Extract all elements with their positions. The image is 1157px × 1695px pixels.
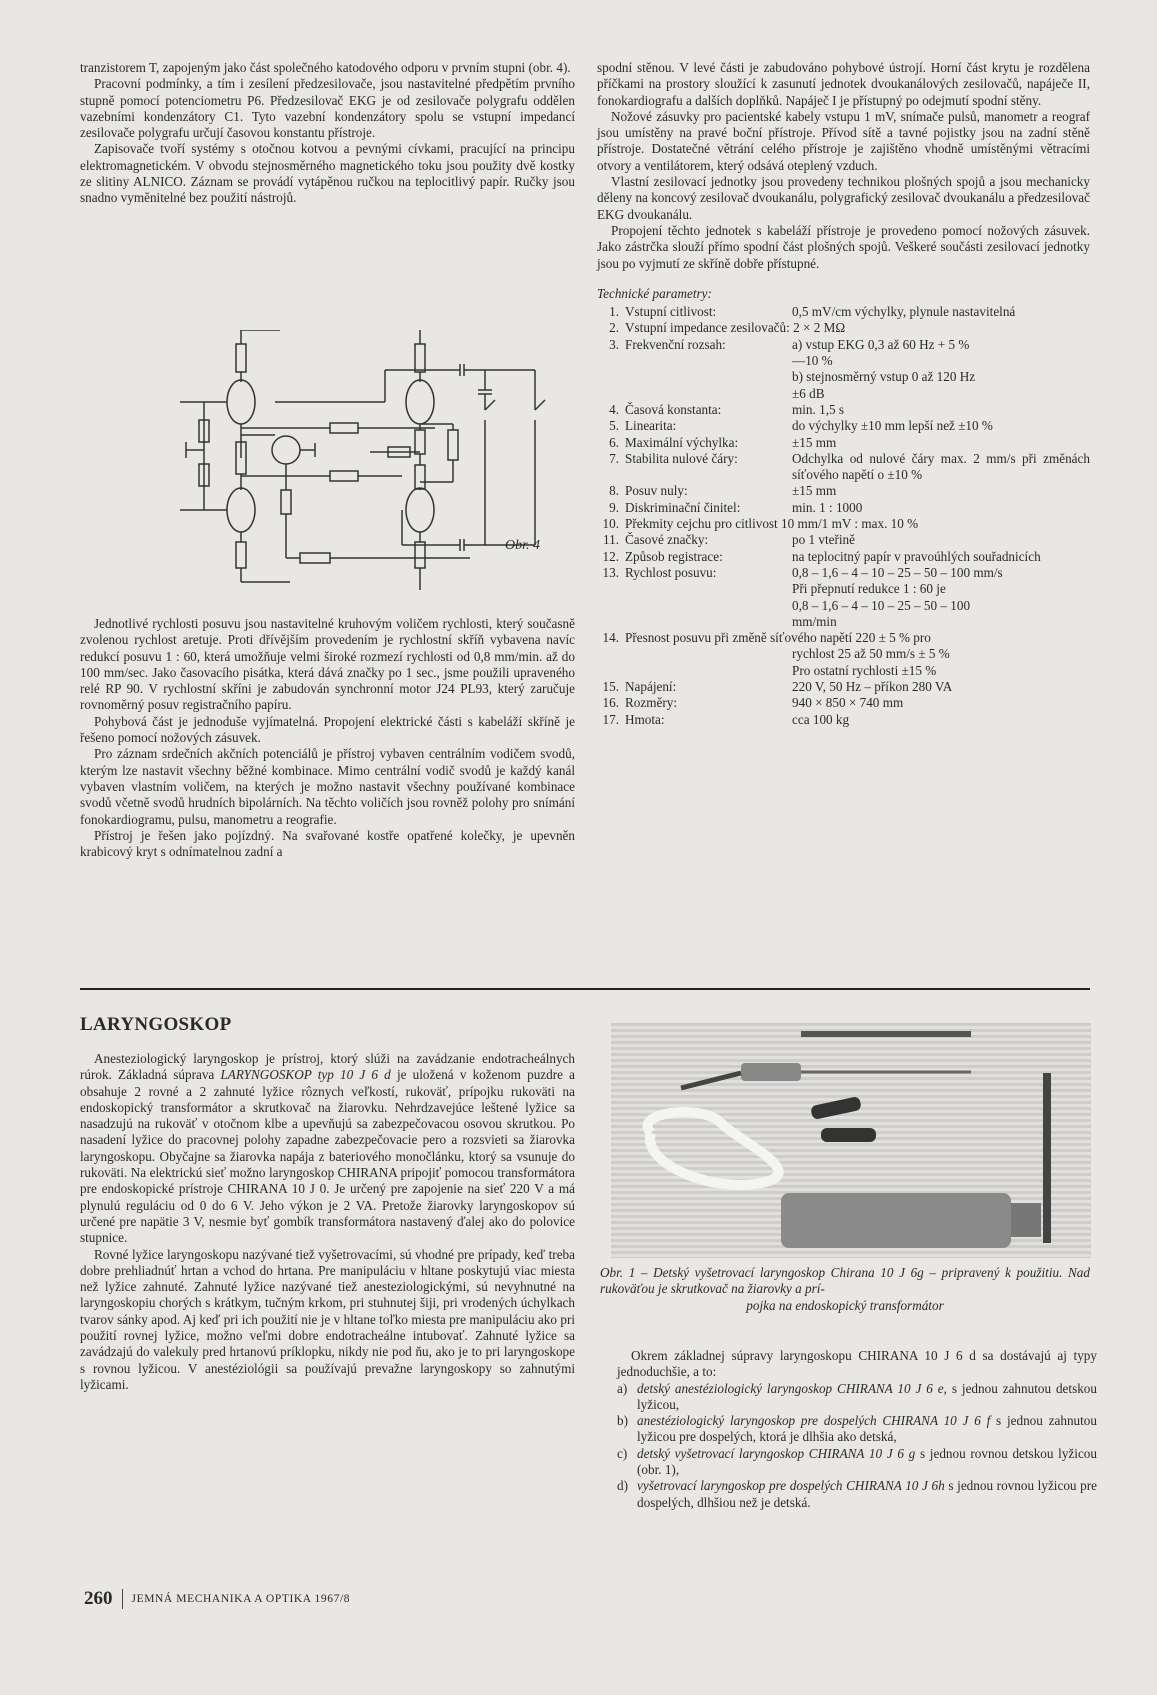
param-row bbox=[597, 712, 1090, 728]
list-item: a) detský anestéziologický laryngoskop CHIRANA 10 J 6 e, s jednou zahnutou detskou lyžicou, bbox=[617, 1380, 1097, 1412]
param-row bbox=[597, 320, 1090, 336]
param-value: Odchylka od nulové čáry max. 2 mm/s při změnách síťového napětí o ±10 % bbox=[792, 450, 1090, 483]
param-number: 5. bbox=[609, 418, 619, 434]
param-value: min. 1 : 1000 bbox=[792, 499, 863, 515]
paragraph: Propojení těchto jednotek s kabeláží přístroje je provedeno pomocí nožových zásuvek. Jako zástrčka slouží přímo spodní část plošných spojů. Veškeré součásti zesilovací jednotky jsou po vyjmutí ze skříně dobře přístupné. bbox=[597, 222, 1090, 271]
param-value: ±15 mm bbox=[792, 434, 837, 450]
param-row bbox=[597, 483, 1090, 499]
param-key: Vstupní citlivost: bbox=[625, 304, 717, 320]
cable-icon bbox=[647, 1112, 778, 1185]
paragraph: Nožové zásuvky pro pacientské kabely vstupu 1 mV, snímače pulsů, manometr a reograf jsou umístěny na pravé boční přístroje. Přívod sítě a tavné pojistky jsou na zadní stěně přístroje. Dostatečné větrání celého přístroje je zajištěno vhodně umístěnými větracími otvory a ventilátorem, který odsává oteplený vzduch. bbox=[597, 108, 1090, 173]
resistor-icon bbox=[415, 344, 425, 372]
left-column-middle bbox=[80, 616, 575, 860]
param-number: 7. bbox=[609, 450, 619, 466]
transistor-icon bbox=[272, 436, 300, 464]
param-key: Napájení: bbox=[625, 678, 677, 694]
right-column-bottom bbox=[617, 1348, 1097, 1511]
param-number: 17. bbox=[602, 711, 619, 727]
switch-icon bbox=[485, 400, 495, 410]
paragraph: Rovné lyžice laryngoskopu nazývané tiež vyšetrovacími, sú vhodné pre prípady, keď treba dobre prehliadnúť hrtan a vchod do hrtana. Pre manipuláciu v hltane poskytujú viac miesta než lyžice zahnuté. Zahnuté lyžice nazývané tiež anesteziologickými, sú nevyhnutné na laryngoskopiu chorých s krátkym, tučným krkom, pri stuhnutej šiji, pri vrodených úchylkach tvarov sánky apod. Aj keď pri ich použití nie je v hltane toľko miesta pre manipuláciu ako pri použití rovnej lyžice, možno veľmi dobre endotracheálne intubovať. Zahnuté lyžice sa zavádzajú do valekuly pred hrtanovú príklopku, nikdy nie pod ňu, ako je to pri laryngoskope s rovnou lyžicou. V anestéziológii sa používajú prevažne laryngoskopy so zahnutými lyžicami. bbox=[80, 1246, 575, 1392]
params-title: Technické parametry: bbox=[597, 285, 712, 301]
laryngoscope-type-list bbox=[617, 1381, 1097, 1511]
param-number: 12. bbox=[602, 548, 619, 564]
param-number: 15. bbox=[602, 678, 619, 694]
list-item: d) vyšetrovací laryngoskop pre dospelých CHIRANA 10 J 6h s jednou rovnou lyžicou pre dospelých, dlhšiou než je detská. bbox=[617, 1478, 1097, 1510]
param-number: 10. bbox=[602, 516, 619, 532]
handle-icon bbox=[781, 1193, 1011, 1248]
paragraph: Pohybová část je jednoduše vyjímatelná. Propojení elektrické části s kabeláží skříně je řešeno pomocí nožových zásuvek. bbox=[80, 713, 575, 746]
param-row bbox=[597, 679, 1090, 695]
param-row bbox=[597, 532, 1090, 548]
param-row bbox=[597, 402, 1090, 418]
journal-name: JEMNÁ MECHANIKA A OPTIKA 1967/8 bbox=[131, 1593, 351, 1605]
param-number: 4. bbox=[609, 401, 619, 417]
vacuum-tube-icon bbox=[227, 488, 255, 532]
page-number: 260 bbox=[84, 1588, 113, 1609]
param-number: 8. bbox=[609, 483, 619, 499]
paragraph: Pro záznam srdečních akčních potenciálů je přístroj vybaven centrálním vodičem svodů, kterým lze nastavit všechny běžné kombinace. Mimo centrální vodič svodů je každý kanál vybaven vlastním voličem, na kterých je možno nastavit všechny používané kombinace svodů včetně svodů hrudních bipolárních. Na těchto voličích jsou rovněž polohy pro snímání fonokardiogramu, pulsu, manometru a reografie. bbox=[80, 746, 575, 827]
paragraph: Zapisovače tvoří systémy s otočnou kotvou a pevnými cívkami, pracující na principu elektromagnetickém. V obvodu stejnosměrného magnetického toku jsou použity dvě kostky ze slitiny ALNICO. Záznam se provádí vytápěnou ručkou na teplocitlivý papír. Ručky jsou snadno vyměnitelné bez použití nástrojů. bbox=[80, 141, 575, 206]
param-row bbox=[597, 695, 1090, 711]
param-value: 0,8 – 1,6 – 4 – 10 – 25 – 50 – 100 mm/s Při přepnutí redukce 1 : 60 je 0,8 – 1,6 – 4 – 10 – 25 – 50 – 100 mm/min bbox=[792, 564, 1003, 629]
right-column-top bbox=[597, 60, 1090, 728]
list-item: c) detský vyšetrovací laryngoskop CHIRANA 10 J 6 g s jednou rovnou detskou lyžicou (obr. 1), bbox=[617, 1445, 1097, 1478]
param-value: 940 × 850 × 740 mm bbox=[792, 695, 904, 711]
resistor-icon bbox=[281, 490, 291, 514]
paragraph: spodní stěnou. V levé části je zabudováno pohybové ústrojí. Horní část krytu je rozdělena příčkami na prostory sloužící k zasunutí jednotek dvoukanálových zesilovačů, napáječe II, fonokardiografu a dalších doplňků. Napáječ I je přístupný po odejmutí spodní stěny. bbox=[597, 60, 1090, 108]
param-row bbox=[597, 516, 1090, 532]
param-number: 16. bbox=[602, 695, 619, 711]
plug-icon bbox=[810, 1096, 862, 1120]
param-value: na teplocitný papír v pravoúhlých souřadnicích bbox=[792, 548, 1041, 564]
section-title: LARYNGOSKOP bbox=[80, 1014, 232, 1035]
param-value: a) vstup EKG 0,3 až 60 Hz + 5 % —10 % b) stejnosměrný vstup 0 až 120 Hz ±6 dB bbox=[792, 336, 976, 401]
resistor-icon bbox=[415, 542, 425, 568]
param-key: Vstupní impedance zesilovačů: 2 × 2 MΩ bbox=[625, 320, 846, 336]
list-item: b) anestéziologický laryngoskop pre dospelých CHIRANA 10 J 6 f s jednou zahnutou lyžicou pre dospelých, ktorá je dlhšia ako detská, bbox=[617, 1413, 1097, 1445]
figure-label: Obr. 4 bbox=[505, 538, 541, 553]
param-row bbox=[597, 337, 1090, 402]
paragraph: Okrem základnej súpravy laryngoskopu CHIRANA 10 J 6 d sa dostávajú aj typy jednoduchšie, a to: bbox=[617, 1348, 1097, 1380]
circuit-diagram-figure-4 bbox=[180, 330, 560, 590]
param-key: Přesnost posuvu při změně síťového napětí 220 ± 5 % pro rychlost 25 až 50 mm/s ± 5 % Pro ostatní rychlosti ±15 % bbox=[625, 630, 950, 678]
technical-parameters-table bbox=[597, 304, 1090, 728]
switch-icon bbox=[535, 400, 545, 410]
resistor-icon bbox=[236, 542, 246, 568]
param-row bbox=[597, 435, 1090, 451]
param-key: Rozměry: bbox=[625, 695, 678, 711]
section-divider bbox=[80, 988, 1090, 990]
param-number: 13. bbox=[602, 564, 619, 580]
param-value: min. 1,5 s bbox=[792, 401, 845, 417]
param-key: Diskriminační činitel: bbox=[625, 499, 741, 515]
param-key: Časová konstanta: bbox=[625, 401, 722, 417]
param-number: 3. bbox=[609, 336, 619, 352]
param-key: Rychlost posuvu: bbox=[625, 564, 717, 580]
potentiometer-p6-icon bbox=[300, 553, 330, 563]
param-key: Způsob registrace: bbox=[625, 548, 723, 564]
param-row bbox=[597, 565, 1090, 630]
param-key: Maximální výchylka: bbox=[625, 434, 739, 450]
paragraph: Anesteziologický laryngoskop je prístroj, ktorý slúži na zavádzanie endotracheálnych rúrok. Základná súprava LARYNGOSKOP typ 10 J 6 d je uložená v koženom puzdre a obsahuje 2 rovné a 2 zahnuté lyžice rôznych veľkostí, rukoväť, prípojku rukoväti na endoskopický transformátor a skrutkovač na žiarovku. Nehrdzavejúce leštené lyžice sa nasadzujú na rukoväť v otočnom klbe a upevňujú sa zabezpečovacou osovou skrutkou. Po nasadení lyžice do pracovnej polohy zapadne zabezpečovacie pero a rozsvieti sa žiarovka laryngoskopu. Obyčajne sa žiarovka napája z bateriového monočlánku, ktorý sa vsunuje do rukoväti. Na elektrickú sieť možno laryngoskop CHIRANA pripojiť pomocou transformátora pre endoskopické prístroje CHIRANA 10 J 0. Je určený pre zapojenie na sieť 220 V a má plynulú reguláciu od 0 do 6 V. Jeho výkon je 2 VA. Pretože žiarovky laryngoskopov sú určené pre napätie 3 V, nesmie byť gombík transformátora nastavený ďalej ako do polovice stupnice. bbox=[80, 1051, 575, 1246]
vacuum-tube-icon bbox=[406, 380, 434, 424]
param-row bbox=[597, 451, 1090, 484]
param-row bbox=[597, 418, 1090, 434]
potentiometer-p4-icon bbox=[448, 430, 458, 460]
param-row bbox=[597, 304, 1090, 320]
photo-caption: Obr. 1 – Detský vyšetrovací laryngoskop Chirana 10 J 6g – pripravený k použitiu. Nad rukoväťou je skrutkovač na žiarovky a prí- pojka na endoskopický transformátor bbox=[600, 1265, 1090, 1313]
blade-icon bbox=[1043, 1073, 1051, 1243]
param-value: ±15 mm bbox=[792, 483, 837, 499]
param-key: Stabilita nulové čáry: bbox=[625, 450, 738, 466]
resistor-icon bbox=[415, 465, 425, 489]
param-row bbox=[597, 500, 1090, 516]
param-number: 1. bbox=[609, 304, 619, 320]
left-column-bottom bbox=[80, 1051, 575, 1393]
paragraph: Jednotlivé rychlosti posuvu jsou nastavitelné kruhovým voličem rychlosti, který současně zvolenou rychlost aretuje. Proti dřívějším provedením je rychlostní skříň vybavena navíc redukcí posuvu 1 : 60, která umožňuje velmi široké rozmezí rychlosti od 0,8 mm/min. až do 100 mm/sec. Jako časovacího pisátka, která dává značky po 1 sec., jsme použili upraveného relé RP 90. V rychlostní skříni je zabudován synchronní motor J24 PL93, který zaručuje rovnoměrný posuv registračního papíru. bbox=[80, 616, 575, 713]
param-key: Hmota: bbox=[625, 711, 665, 727]
vacuum-tube-icon bbox=[227, 380, 255, 424]
screwdriver-icon bbox=[801, 1031, 971, 1037]
param-value: 0,5 mV/cm výchylky, plynule nastavitelná bbox=[792, 304, 1016, 320]
param-key: Frekvenční rozsah: bbox=[625, 336, 726, 352]
param-value: do výchylky ±10 mm lepší než ±10 % bbox=[792, 418, 993, 434]
param-number: 6. bbox=[609, 434, 619, 450]
paragraph: tranzistorem T, zapojeným jako část společného katodového odporu v prvním stupni (obr. 4). bbox=[80, 60, 571, 75]
param-number: 9. bbox=[609, 499, 619, 515]
footer-separator bbox=[122, 1589, 123, 1609]
param-value: po 1 vteřině bbox=[792, 532, 855, 548]
paragraph: Přístroj je řešen jako pojízdný. Na svařované kostře opatřené kolečky, je upevněn krabicový kryt s odnímatelnou zadní a bbox=[80, 827, 575, 860]
laryngoscope-photo bbox=[611, 1023, 1091, 1258]
page-footer bbox=[84, 1588, 350, 1610]
paragraph: Vlastní zesilovací jednotky jsou provedeny technikou plošných spojů a jsou mechanicky děleny na koncový zesilovač dvoukanálu, polygrafický zesilovač dvoukanálu a předzesilovač EKG dvoukanálu. bbox=[597, 174, 1090, 222]
param-key: Překmity cejchu pro citlivost 10 mm/1 mV : max. 10 % bbox=[625, 516, 919, 532]
param-number: 11. bbox=[603, 532, 619, 548]
param-value: 220 V, 50 Hz – příkon 280 VA bbox=[792, 678, 953, 694]
param-number: 2. bbox=[609, 320, 619, 336]
param-value: cca 100 kg bbox=[792, 711, 850, 727]
param-key: Linearita: bbox=[625, 418, 677, 434]
param-row bbox=[597, 549, 1090, 565]
param-key: Posuv nuly: bbox=[625, 483, 688, 499]
plug-icon bbox=[821, 1128, 876, 1142]
param-key: Časové značky: bbox=[625, 532, 709, 548]
resistor-icon bbox=[415, 430, 425, 454]
param-number: 14. bbox=[602, 630, 619, 646]
resistor-icon bbox=[236, 344, 246, 372]
paragraph: Pracovní podmínky, a tím i zesílení předzesilovače, jsou nastavitelné předpětím prvního stupně pomocí potenciometru P6. Předzesilovač EKG je od zesilovače polygrafu oddělen vazebními kondenzátory C1. Tyto vazební kondenzátory spolu se vstupní impedancí zesilovače polygrafu určují časovou konstantu přístroje. bbox=[80, 76, 575, 141]
param-row bbox=[597, 630, 1090, 679]
vacuum-tube-icon bbox=[406, 488, 434, 532]
left-column-top bbox=[80, 60, 575, 207]
